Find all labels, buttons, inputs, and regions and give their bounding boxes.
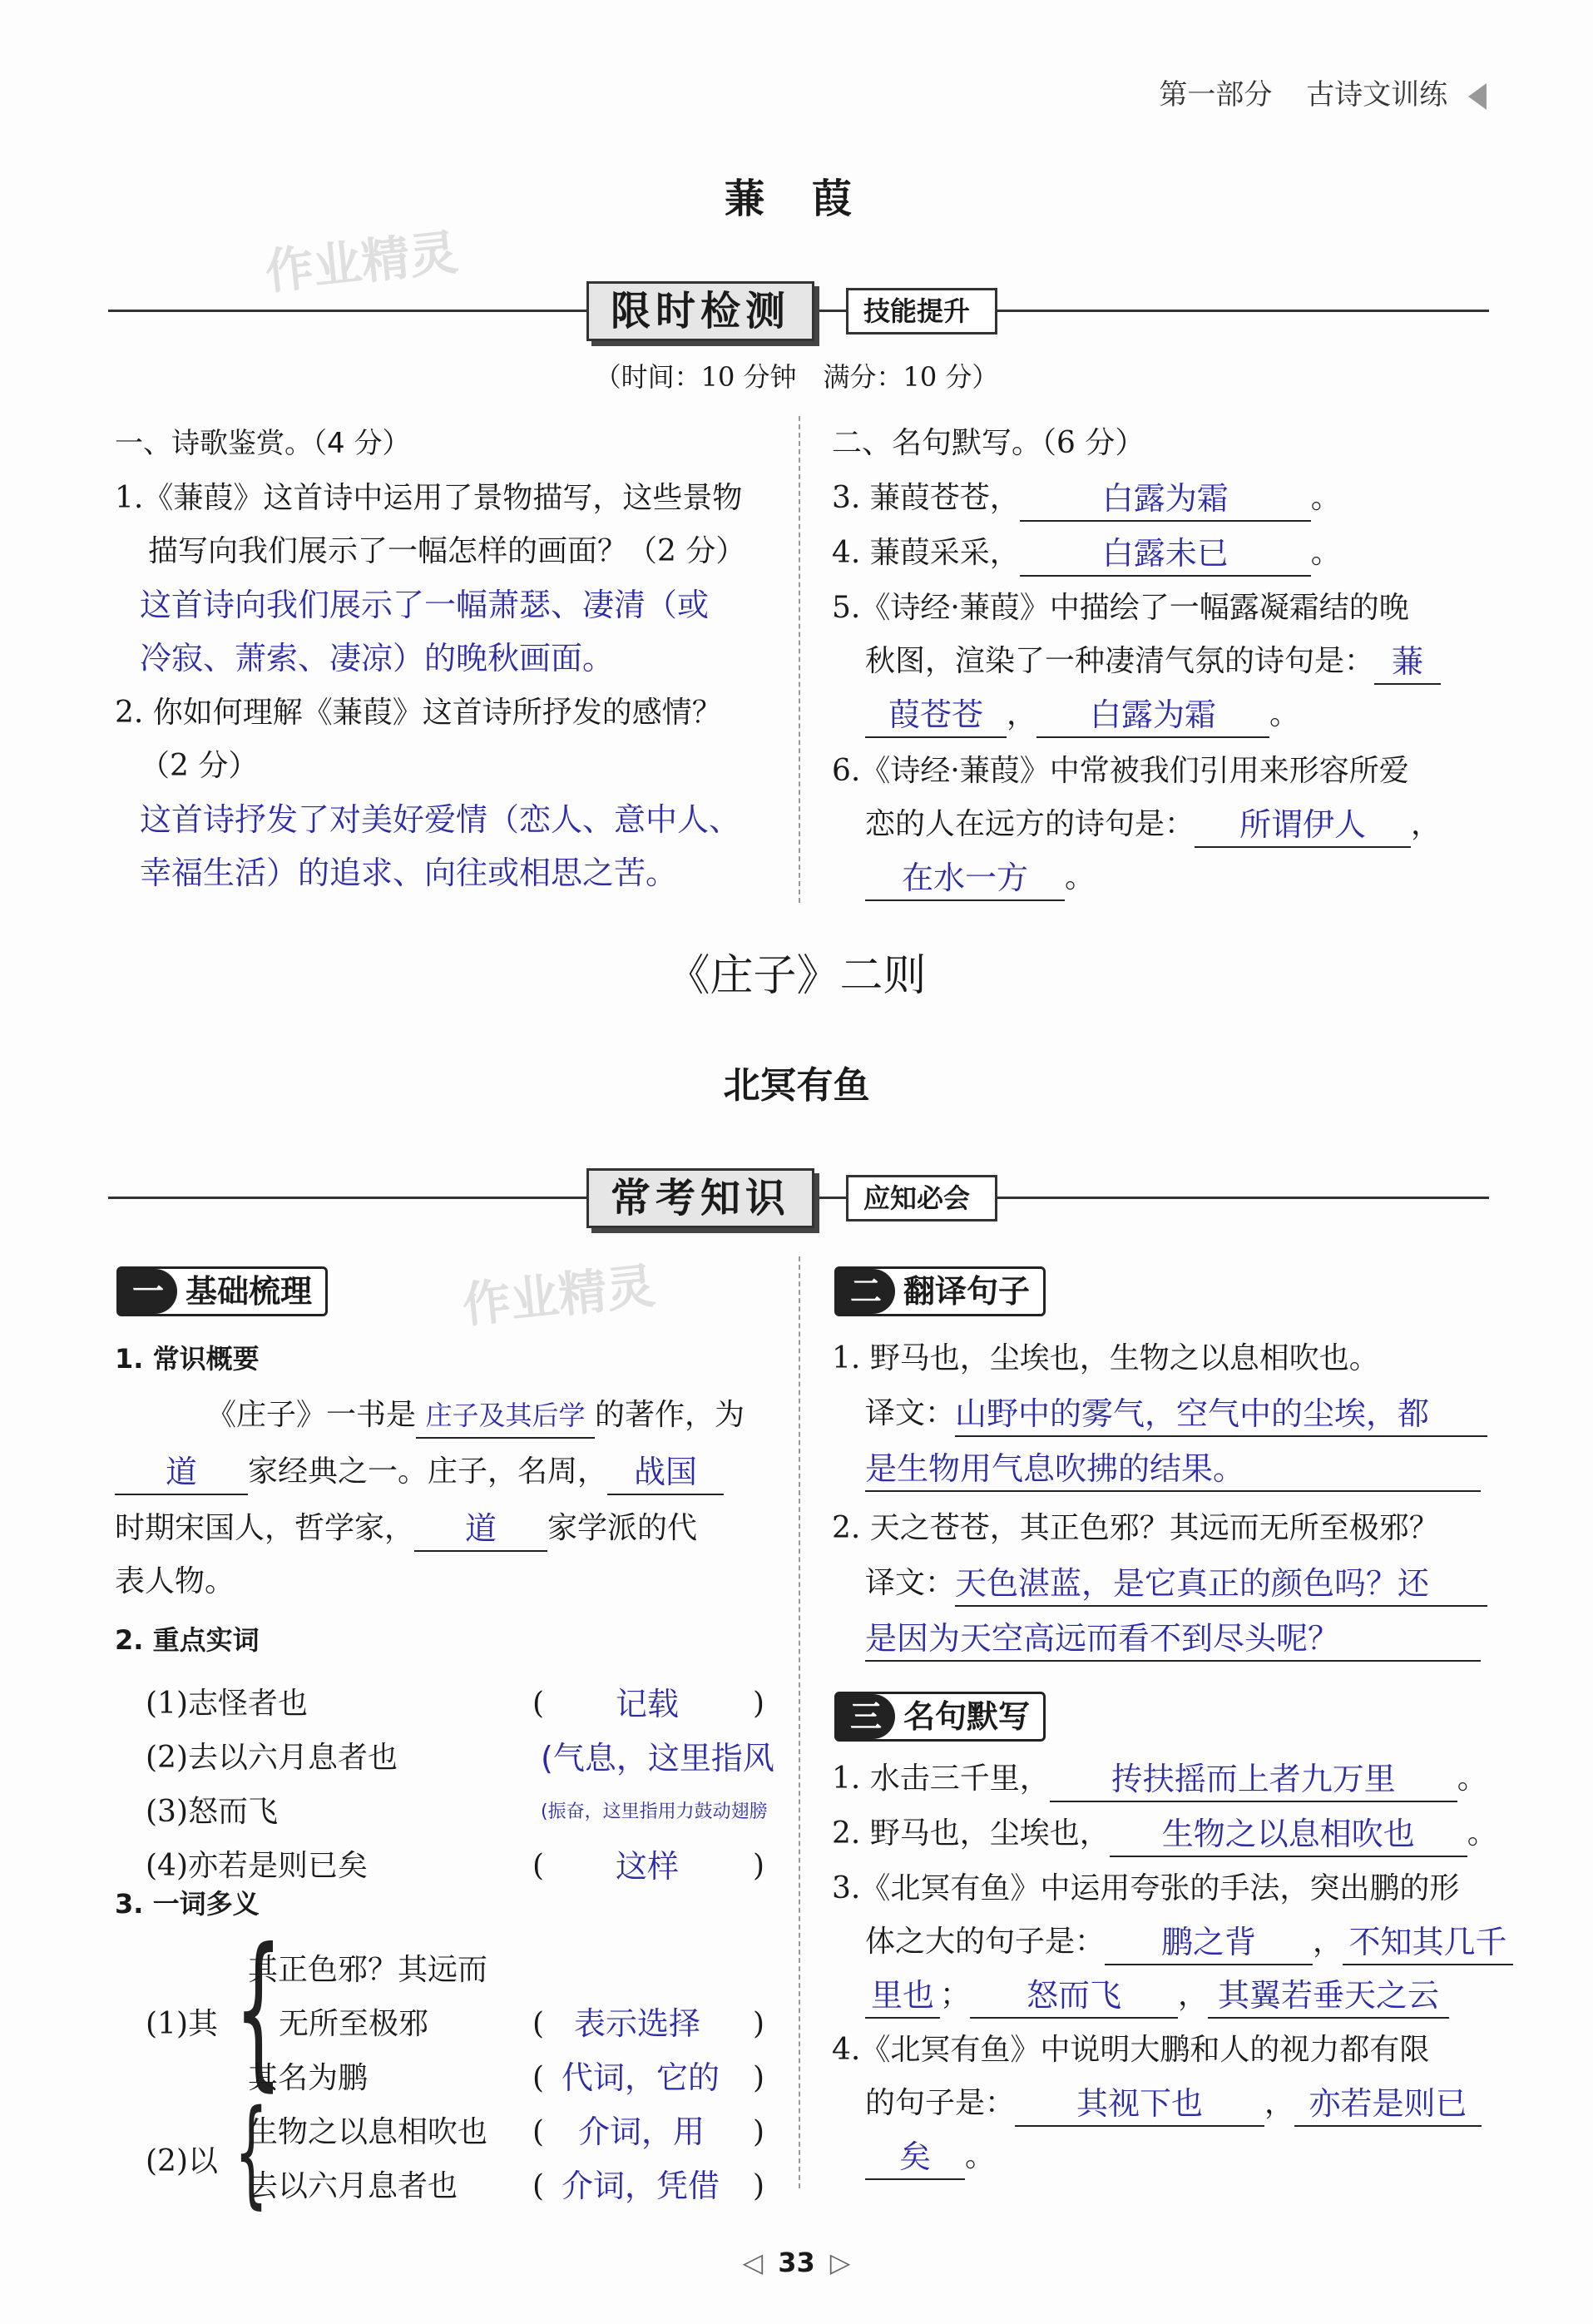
- word-item: (3)怒而飞: [146, 1795, 278, 1829]
- punct: ，: [1264, 2086, 1295, 2120]
- punct: 。: [1310, 481, 1341, 515]
- word-answer: 记载: [616, 1686, 680, 1722]
- page-number: 33: [778, 2247, 815, 2278]
- paren: ): [753, 1849, 765, 1883]
- sub-heading: 1. 常识概要: [115, 1343, 260, 1375]
- word-item: (2)去以六月息者也: [146, 1741, 398, 1775]
- badge-number: 一: [119, 1269, 177, 1314]
- badge-label: 基础梳理: [186, 1273, 313, 1310]
- answer-4: 白露未已: [1020, 532, 1311, 577]
- brace: {: [235, 2085, 269, 2221]
- punct: 。: [1310, 536, 1341, 570]
- poem1-left-column: [115, 420, 780, 899]
- word-answer: 这样: [616, 1848, 680, 1885]
- polysemy-answer: 介词，用: [578, 2113, 705, 2150]
- band-main-label: 限时检测: [586, 281, 814, 341]
- poem-title: 蒹 葭: [725, 176, 868, 222]
- recite-q3: 3.《北冥有鱼》中运用夸张的手法，突出鹏的形: [832, 1871, 1460, 1905]
- translation-2a: 天色湛蓝，是它真正的颜色吗？还: [955, 1562, 1487, 1607]
- question-2-cont: （2 分）: [140, 749, 259, 783]
- paren: (: [532, 2169, 545, 2203]
- punct: ；: [940, 1978, 971, 2012]
- recite-answer-3d: 怒而飞: [970, 1974, 1178, 2019]
- punct: ，: [1411, 807, 1442, 841]
- answer-1a: 这首诗向我们展示了一幅萧瑟、凄清（或: [140, 587, 710, 623]
- band-main-label: 常考知识: [586, 1168, 814, 1228]
- chapter-title: 《庄子》二则: [666, 951, 927, 1001]
- answer-5b: 葭苍苍: [865, 693, 1007, 738]
- polysemy-sentence: 生物之以息相吹也: [248, 2115, 488, 2149]
- paren: ): [753, 2115, 765, 2149]
- column-separator: [799, 1256, 800, 2188]
- next-page-icon: ▷: [829, 2247, 851, 2278]
- translate-q1: 1. 野马也，尘埃也，生物之以息相吹也。: [832, 1341, 1379, 1375]
- time-info: （时间：10 分钟 满分：10 分）: [594, 361, 999, 393]
- translation-1a: 山野中的雾气，空气中的尘埃，都: [955, 1392, 1487, 1437]
- badge-number: 二: [837, 1269, 895, 1314]
- section-badge-translate: [834, 1266, 1046, 1316]
- question-2: 2. 你如何理解《蒹葭》这首诗所抒发的感情？: [115, 696, 722, 730]
- recite-answer-4b: 亦若是则已: [1294, 2082, 1482, 2127]
- polysemy-label: (2)以: [146, 2144, 218, 2178]
- recite-q4: 4.《北冥有鱼》中说明大鹏和人的视力都有限: [832, 2033, 1430, 2067]
- page-header: [1159, 72, 1487, 112]
- translate-q2: 2. 天之苍苍，其正色邪？其远而无所至极邪？: [832, 1511, 1439, 1545]
- translation-label: 译文：: [865, 1396, 956, 1430]
- speaker-icon: [1468, 83, 1487, 110]
- text: 家学派的代: [547, 1511, 698, 1545]
- polysemy-answer: 介词，凭借: [562, 2168, 720, 2204]
- paren: ): [753, 2061, 765, 2095]
- recite-q4-cont: 的句子是：: [865, 2086, 1016, 2120]
- question-6: 6.《诗经·蒹葭》中常被我们引用来形容所爱: [832, 754, 1409, 788]
- band-sub-label: 应知必会: [846, 1175, 997, 1221]
- answer-2b: 幸福生活）的追求、向往或相思之苦。: [140, 855, 678, 891]
- brace: {: [235, 1913, 283, 2107]
- band-sub-label: 技能提升: [846, 288, 997, 334]
- answer-2a: 这首诗抒发了对美好爱情（恋人、意中人、: [140, 801, 741, 838]
- answer-1b: 冷寂、萧索、凄凉）的晚秋画面。: [140, 640, 615, 676]
- question-1: 1.《蒹葭》这首诗中运用了景物描写，这些景物: [115, 481, 743, 515]
- recite-answer-4a: 其视下也: [1015, 2082, 1264, 2127]
- polysemy-sentence: 去以六月息者也: [248, 2169, 458, 2203]
- punct: 。: [1467, 1816, 1497, 1851]
- text: 《庄子》一书是: [206, 1398, 417, 1432]
- sub-heading: 2. 重点实词: [115, 1624, 260, 1656]
- question-5: 5.《诗经·蒹葭》中描绘了一幅露凝霜结的晚: [832, 591, 1409, 625]
- question-3: 3. 蒹葭苍苍，: [832, 481, 1020, 515]
- polysemy-answer: 代词，它的: [562, 2059, 720, 2096]
- section-heading: 一、诗歌鉴赏。（4 分）: [115, 427, 411, 460]
- basics-column: [115, 1335, 797, 1663]
- word-item: (4)亦若是则已矣: [146, 1849, 368, 1883]
- polysemy-label: (1)其: [146, 2007, 218, 2041]
- question-5-cont: 秋图，渲染了一种凄清气氛的诗句是：: [865, 644, 1375, 678]
- poem1-right-column: [832, 420, 1497, 901]
- text: 表人物。: [115, 1564, 235, 1598]
- badge-number: 三: [837, 1694, 895, 1739]
- recite-answer-1: 抟扶摇而上者九万里: [1050, 1757, 1457, 1802]
- header-part: 第一部分: [1159, 78, 1273, 111]
- word-answer: (气息，这里指风: [541, 1740, 774, 1776]
- section-band: [586, 1168, 1019, 1226]
- recite-q2: 2. 野马也，尘埃也，: [832, 1816, 1110, 1851]
- translation-label: 译文：: [865, 1566, 956, 1600]
- paren: ): [753, 2007, 765, 2041]
- recite-answer-4c: 矣: [865, 2135, 965, 2180]
- answer-6a: 所谓伊人: [1195, 803, 1411, 848]
- recite-answer-3c: 里也: [865, 1974, 940, 2019]
- question-4: 4. 蒹葭采采，: [832, 536, 1020, 570]
- translate-column: [832, 1335, 1497, 1662]
- recite-answer-2: 生物之以息相吹也: [1110, 1812, 1467, 1857]
- word-answer: (振奋，这里指用力鼓动翅膀: [541, 1801, 768, 1822]
- section-band: [586, 281, 1019, 339]
- translation-2b: 是因为天空高远而看不到尽头呢？: [865, 1617, 1481, 1662]
- answer-6b: 在水一方: [865, 856, 1065, 901]
- header-section: 古诗文训练: [1306, 78, 1448, 111]
- paren: (: [532, 2007, 545, 2041]
- paren: ): [753, 2169, 765, 2203]
- question-6-cont: 恋的人在远方的诗句是：: [865, 807, 1195, 841]
- word-item: (1)志怪者也: [146, 1687, 308, 1721]
- recite-answer-3e: 其翼若垂天之云: [1208, 1974, 1449, 2019]
- polysemy-sentence: 其正色邪？其远而: [248, 1953, 488, 1987]
- sub-heading: 3. 一词多义: [115, 1888, 260, 1920]
- polysemy-sentence: 其名为鹏: [248, 2061, 369, 2095]
- text: 家经典之一。庄子，名周，: [248, 1454, 608, 1489]
- punct: ，: [1313, 1925, 1343, 1959]
- section-badge-basics: [116, 1266, 328, 1316]
- answer-school-1: 道: [115, 1450, 248, 1495]
- page-footer: [0, 2247, 1593, 2278]
- translation-1b: 是生物用气息吹拂的结果。: [865, 1447, 1481, 1492]
- answer-school-2: 道: [414, 1507, 547, 1552]
- polysemy-answer: 表示选择: [574, 2005, 701, 2042]
- lesson-title: 北冥有鱼: [723, 1064, 870, 1107]
- punct: ，: [1007, 697, 1037, 731]
- recite-answer-3b: 不知其几千: [1343, 1920, 1513, 1965]
- recite-q3-cont: 体之大的句子是：: [865, 1925, 1106, 1959]
- recite-answer-3a: 鹏之背: [1105, 1920, 1313, 1965]
- text: 的著作，为: [595, 1398, 745, 1432]
- answer-5a: 蒹: [1374, 640, 1441, 685]
- answer-3: 白露为霜: [1020, 477, 1311, 522]
- section-heading: 二、名句默写。（6 分）: [832, 426, 1145, 460]
- badge-label: 名句默写: [903, 1698, 1031, 1735]
- question-1-cont: 描写向我们展示了一幅怎样的画面？（2 分）: [148, 534, 746, 568]
- punct: 。: [1269, 697, 1300, 731]
- section-badge-recite: [834, 1692, 1046, 1742]
- watermark: 作业精灵: [262, 224, 461, 300]
- column-separator: [799, 416, 800, 903]
- recite-column: [832, 1756, 1514, 2180]
- paren: ): [753, 1687, 765, 1721]
- polysemy-sentence-cont: 无所至极邪: [279, 2007, 429, 2041]
- paren: (: [532, 2115, 545, 2149]
- paren: (: [532, 1687, 545, 1721]
- paren: (: [532, 1849, 545, 1883]
- punct: 。: [1065, 860, 1096, 894]
- answer-author: 庄子及其后学: [416, 1394, 595, 1439]
- watermark: 作业精灵: [459, 1257, 658, 1334]
- paren: (: [532, 2061, 545, 2095]
- punct: 。: [965, 2139, 996, 2173]
- recite-q1: 1. 水击三千里，: [832, 1762, 1050, 1796]
- prev-page-icon: ◁: [742, 2247, 764, 2278]
- badge-label: 翻译句子: [903, 1273, 1031, 1310]
- answer-5c: 白露为霜: [1036, 693, 1269, 738]
- punct: ，: [1178, 1978, 1209, 2012]
- punct: 。: [1457, 1762, 1487, 1796]
- text: 时期宋国人，哲学家，: [115, 1511, 415, 1545]
- answer-period: 战国: [607, 1450, 724, 1495]
